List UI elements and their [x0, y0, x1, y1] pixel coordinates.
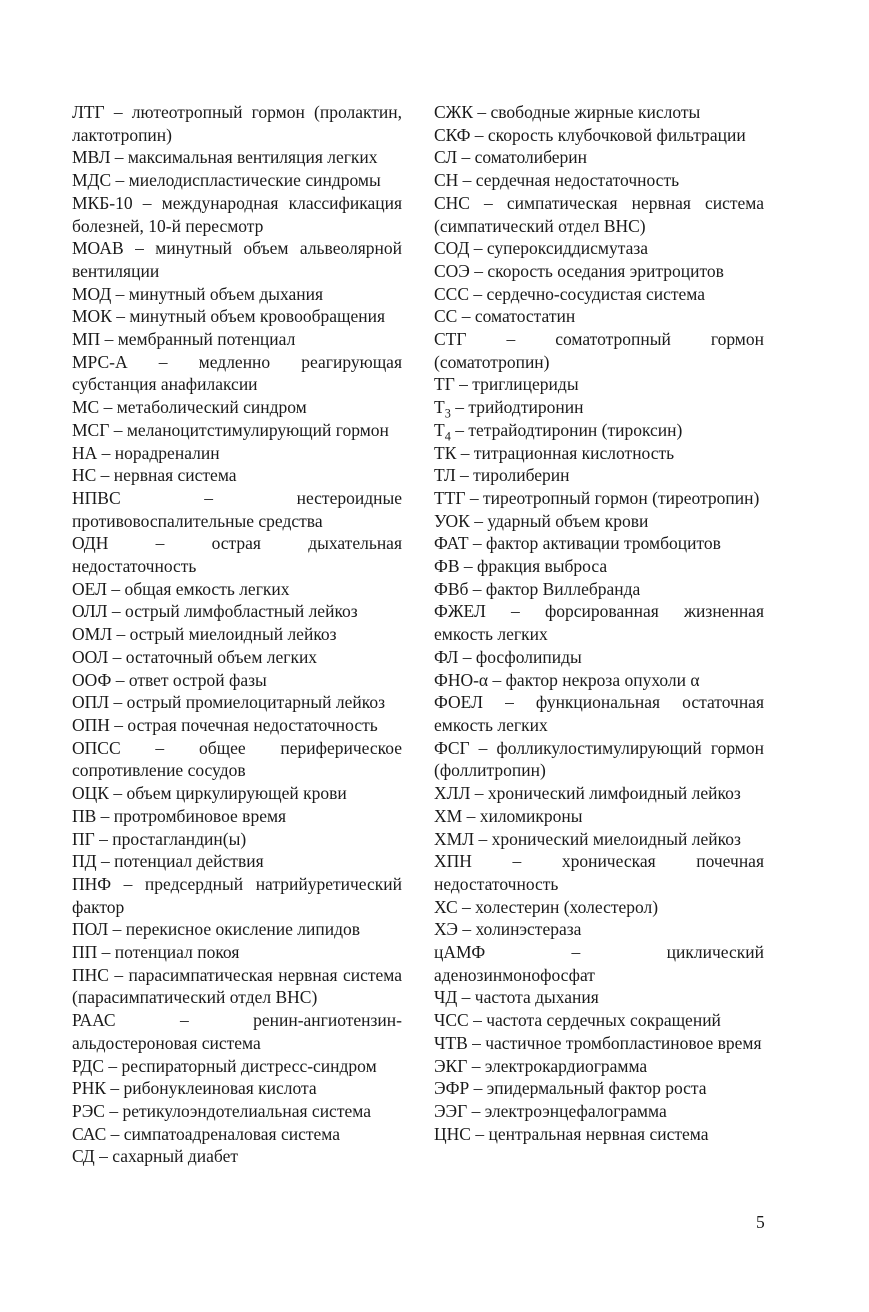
abbreviation-entry: ЛТГ – лютеотропный гормон (пролактин, лактотропин) — [72, 102, 402, 145]
abbreviation-entry: ЭЭГ – электроэнцефалограмма — [434, 1100, 667, 1121]
abbreviation-entry: ОЦК – объем циркулирующей крови — [72, 783, 347, 804]
abbreviation-entry: ООЛ – остаточный объем легких — [72, 646, 318, 667]
abbreviation-entry: $Т_3$ – трийодтиронин — [434, 397, 584, 421]
abbreviation-entry: МС – метаболический синдром — [72, 397, 307, 418]
abbreviation-entry: ОДН – острая дыхательная недостаточность — [72, 533, 402, 577]
abbreviation-entry: ТК – титрационная кислотность — [434, 442, 675, 463]
abbreviation-entry: ПВ – протромбиновое время — [72, 805, 287, 826]
abbreviation-entry: УОК – ударный объем крови — [434, 510, 649, 531]
abbreviation-entry: ОПН – острая почечная недостаточность — [72, 714, 378, 735]
abbreviation-entry: ПОЛ – перекисное окисление липидов — [72, 919, 361, 940]
abbreviation-entry: РЭС – ретикулоэндотелиальная система — [72, 1100, 371, 1121]
abbreviation-entry: ФВб – фактор Виллебранда — [434, 578, 641, 599]
abbreviation-entry: ТТГ – тиреотропный гормон (тиреотропин) — [434, 487, 760, 508]
abbreviation-entry: МВЛ – максимальная вентиляция легких — [72, 147, 378, 168]
abbreviation-entry: ЭФР – эпидермальный фактор роста — [434, 1078, 707, 1099]
abbreviation-entry: цАМФ – циклический аденозинмонофосфат — [434, 942, 764, 985]
abbreviation-entry: ООФ – ответ острой фазы — [72, 669, 267, 690]
abbreviation-entry: ПНС – парасимпатическая нервная система (парасимпатический отдел ВНС) — [72, 964, 402, 1008]
abbreviation-entry: ФАТ – фактор активации тромбоцитов — [434, 533, 721, 554]
abbreviation-entry: ТЛ – тиролиберин — [434, 465, 570, 486]
abbreviation-entry: СЛ – соматолиберин — [434, 147, 588, 168]
abbreviation-entry: СТГ – соматотропный гормон (соматотропин) — [434, 329, 764, 372]
abbreviation-entry: ПГ – простагландин(ы) — [72, 828, 247, 849]
abbreviation-entry: СОЭ – скорость оседания эритроцитов — [434, 260, 724, 281]
abbreviation-entry: МОД – минутный объем дыхания — [72, 283, 324, 304]
abbreviation-entry: ССС – сердечно-сосудистая система — [434, 283, 706, 304]
abbreviation-entry: ОПЛ – острый промиелоцитарный лейкоз — [72, 692, 386, 713]
abbreviation-entry: ХМ – хиломикроны — [434, 805, 583, 826]
abbreviation-entry: ХМЛ – хронический миелоидный лейкоз — [434, 828, 741, 849]
abbreviation-entry: МДС – миелодиспластические синдромы — [72, 170, 381, 191]
abbreviation-entry: НА – норадреналин — [72, 442, 220, 463]
abbreviation-entry: ФЛ – фосфолипиды — [434, 646, 582, 667]
abbreviation-entry: СН – сердечная недостаточность — [434, 170, 680, 191]
abbreviation-entry: СЖК – свободные жирные кислоты — [434, 102, 701, 122]
abbreviation-entry: МОАВ – минутный объем альвеолярной вентиляции — [72, 238, 402, 281]
abbreviation-entry: НС – нервная система — [72, 465, 237, 486]
abbreviation-entry: СКФ – скорость клубочковой фильтрации — [434, 124, 746, 145]
abbreviation-entry: ХЭ – холинэстераза — [434, 919, 582, 940]
abbreviation-entry: РААС – ренин-ангиотензин-альдостероновая система — [72, 1010, 402, 1053]
abbreviation-entry: ФВ – фракция выброса — [434, 556, 608, 577]
abbreviation-entry: ПП – потенциал покоя — [72, 942, 240, 963]
abbreviations-right-column — [434, 101, 764, 1145]
abbreviation-entry: САС – симпатоадреналовая система — [72, 1123, 341, 1144]
abbreviation-entry: ХЛЛ – хронический лимфоидный лейкоз — [434, 783, 741, 804]
abbreviation-entry: $Т_4$ – тетрайодтиронин (тироксин) — [434, 419, 683, 444]
abbreviation-entry: РДС – респираторный дистресс-синдром — [72, 1055, 377, 1076]
abbreviation-entry: ЧТВ – частичное тромбопластиновое время — [434, 1032, 762, 1053]
abbreviation-entry: ФЖЕЛ – форсированная жизненная емкость легких — [434, 601, 764, 645]
page-number: 5 — [756, 1212, 765, 1232]
abbreviation-entry: МОК – минутный объем кровообращения — [72, 306, 386, 327]
abbreviation-entry: ЦНС – центральная нервная система — [434, 1123, 709, 1144]
abbreviation-entry: ФНО-α – фактор некроза опухоли α — [434, 669, 700, 690]
abbreviation-entry: ПД – потенциал действия — [72, 851, 264, 872]
abbreviation-entry: СС – соматостатин — [434, 306, 576, 327]
abbreviation-entry: ПНФ – предсердный натрийуретический фактор — [72, 873, 402, 917]
abbreviation-entry: ХС – холестерин (холестерол) — [434, 896, 659, 917]
abbreviation-entry: ЧСС – частота сердечных сокращений — [434, 1010, 721, 1031]
abbreviation-entry: МП – мембранный потенциал — [72, 329, 296, 350]
abbreviation-entry: ТГ – триглицериды — [434, 374, 579, 395]
abbreviation-entry: ХПН – хроническая почечная недостаточность — [434, 851, 764, 894]
abbreviation-entry: ОМЛ – острый миелоидный лейкоз — [72, 624, 337, 645]
abbreviation-entry: ФОЕЛ – функциональная остаточная емкость легких — [434, 692, 764, 735]
abbreviation-entry: ФСГ – фолликулостимулирующий гормон (фоллитропин) — [434, 737, 764, 781]
abbreviation-entry: ОПСС – общее периферическое сопротивление сосудов — [72, 737, 402, 781]
abbreviation-entry: СД – сахарный диабет — [72, 1146, 239, 1167]
abbreviation-entry: МРС-А – медленно реагирующая субстанция анафилаксии — [72, 351, 402, 395]
abbreviation-entry: СОД – супероксиддисмутаза — [434, 238, 649, 259]
abbreviation-entry: ЭКГ – электрокардиограмма — [434, 1055, 648, 1076]
abbreviation-entry: ОЛЛ – острый лимфобластный лейкоз — [72, 601, 358, 622]
abbreviations-left-column — [72, 101, 402, 1168]
abbreviation-entry: МСГ – меланоцитстимулирующий гормон — [72, 419, 389, 440]
abbreviation-entry: НПВС – нестероидные противовоспалительные средства — [72, 487, 402, 531]
abbreviation-entry: РНК – рибонуклеиновая кислота — [72, 1078, 317, 1099]
abbreviation-entry: ОЕЛ – общая емкость легких — [72, 578, 290, 599]
abbreviation-entry: МКБ-10 – международная классификация болезней, 10-й пересмотр — [72, 192, 402, 236]
abbreviation-entry: ЧД – частота дыхания — [434, 987, 599, 1008]
abbreviation-entry: СНС – симпатическая нервная система (симпатический отдел ВНС) — [434, 192, 764, 236]
